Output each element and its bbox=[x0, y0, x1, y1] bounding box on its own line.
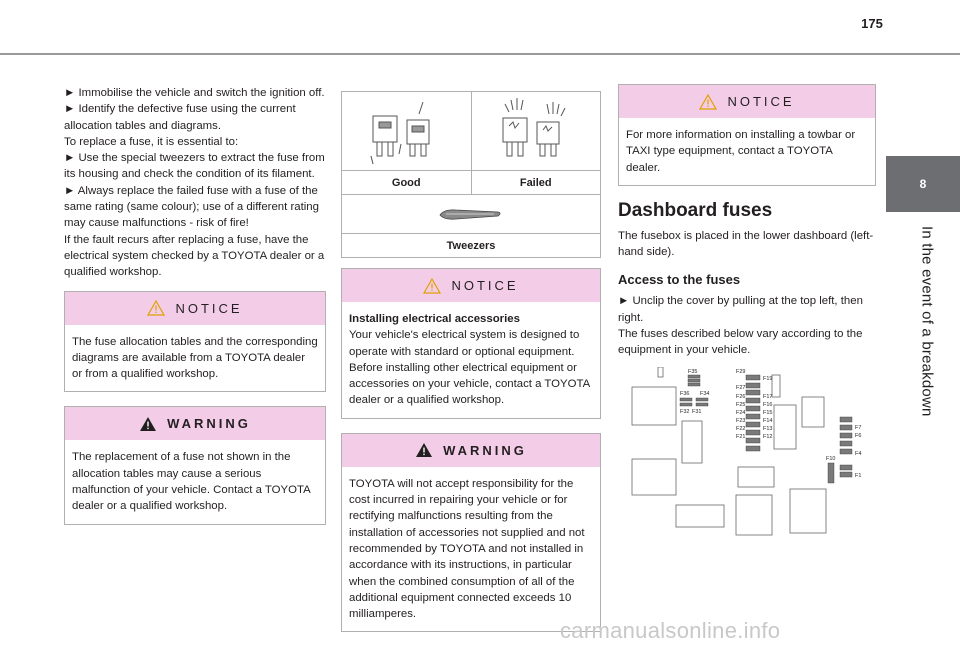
towbar-notice-text: For more information on installing a towbar or TAXI type equipment, contact a TOYOTA dealer. bbox=[626, 129, 856, 174]
label-f6: F6 bbox=[855, 432, 862, 439]
notice-heading: NOTICE bbox=[175, 300, 243, 316]
fuse-slot bbox=[828, 463, 834, 483]
label-f27: F27 bbox=[736, 384, 746, 391]
fuse-slot bbox=[688, 383, 700, 386]
accessories-notice-body bbox=[342, 302, 600, 418]
label-f29: F29 bbox=[736, 368, 746, 375]
fuse-slot bbox=[680, 403, 692, 406]
fuse-slot bbox=[746, 422, 760, 427]
fuse-slot bbox=[840, 433, 852, 438]
step-tweezers: ► Use the special tweezers to extract the fuse from its housing and check the condition of its filament. bbox=[64, 152, 325, 181]
intro-text bbox=[64, 85, 326, 281]
fuse-slot bbox=[746, 390, 760, 395]
warning-header bbox=[65, 407, 325, 440]
label-f13: F13 bbox=[763, 425, 773, 432]
column-2 bbox=[341, 91, 601, 632]
watermark: carmanualsonline.info bbox=[560, 618, 781, 643]
good-label: Good bbox=[342, 170, 471, 194]
label-f16: F16 bbox=[763, 401, 773, 408]
label-f12: F12 bbox=[763, 433, 773, 440]
responsibility-warning-text: TOYOTA will not accept responsibility for the cost incurred in repairing your vehicle or for rectifying malfunctions resulting from the installation of accessories not supplied and not recommended by TOYOTA and not installed in accordance with its instructions, in particular when the combined consumption of all of the additional equipment connected exceeds 10 milliamperes. bbox=[349, 477, 585, 621]
warning-box bbox=[64, 406, 326, 524]
failed-fuse-icon bbox=[491, 96, 581, 166]
caution-triangle-icon bbox=[147, 300, 165, 316]
access-text bbox=[618, 293, 876, 358]
fault-recurs-text: If the fault recurs after replacing a fuse, have the electrical system checked by a TOYOTA dealer or a qualified workshop. bbox=[64, 233, 325, 279]
fuse-slot bbox=[696, 398, 708, 401]
fuse-slot bbox=[680, 398, 692, 401]
label-f25: F25 bbox=[736, 401, 746, 408]
warning-text: The replacement of a fuse not shown in the allocation tables may cause a serious malfunction of your vehicle. Contact a TOYOTA dealer or a qualified workshop. bbox=[72, 451, 311, 513]
label-f1: F1 bbox=[855, 472, 862, 479]
caution-triangle-icon bbox=[699, 94, 717, 110]
replace-lead: To replace a fuse, it is essential to: bbox=[64, 135, 239, 148]
fuse-slot bbox=[840, 417, 852, 422]
notice-box bbox=[64, 291, 326, 393]
responsibility-warning-heading: WARNING bbox=[443, 442, 527, 458]
warning-heading: WARNING bbox=[167, 416, 251, 432]
fuse-condition-table bbox=[341, 91, 601, 258]
label-f35: F35 bbox=[688, 368, 698, 375]
label-f36: F36 bbox=[680, 390, 690, 397]
chapter-title: In the event of a breakdown bbox=[918, 225, 936, 417]
subsection-heading: Access to the fuses bbox=[618, 272, 741, 288]
warning-triangle-icon bbox=[415, 442, 433, 458]
fuse-slot bbox=[746, 383, 760, 388]
fuse-slot bbox=[746, 406, 760, 411]
fusebox-diagram-drawing bbox=[618, 367, 876, 537]
tweezers-icon bbox=[436, 203, 506, 225]
fuse-slot bbox=[840, 472, 852, 477]
fuse-slot bbox=[746, 398, 760, 403]
accessories-notice-title: Installing electrical accessories bbox=[349, 313, 520, 325]
towbar-notice-heading: NOTICE bbox=[727, 94, 795, 109]
fuse-slot bbox=[688, 379, 700, 382]
label-f7: F7 bbox=[855, 424, 862, 431]
label-f15: F15 bbox=[763, 409, 773, 416]
accessories-notice-header bbox=[342, 269, 600, 302]
fuse-slot bbox=[696, 403, 708, 406]
towbar-notice-box bbox=[618, 84, 876, 186]
good-fuse-icon bbox=[361, 96, 451, 166]
failed-label: Failed bbox=[472, 170, 601, 194]
label-f4: F4 bbox=[855, 450, 862, 457]
fuse-slot bbox=[746, 446, 760, 451]
label-f26: F26 bbox=[736, 393, 746, 400]
fuses-vary-text: The fuses described below vary according to the equipment in your vehicle. bbox=[618, 328, 863, 357]
section-heading: Dashboard fuses bbox=[618, 199, 773, 221]
notice-header bbox=[65, 292, 325, 325]
step-replace: ► Always replace the failed fuse with a fuse of the same rating (same colour); use of a different rating may cause malfunctions - risk of fire! bbox=[64, 184, 319, 230]
fusebox-diagram bbox=[618, 367, 876, 537]
warning-triangle-icon bbox=[139, 416, 157, 432]
fuse-slot bbox=[840, 425, 852, 430]
tweezers-row bbox=[342, 194, 600, 257]
fuse-slot bbox=[840, 449, 852, 454]
label-f34: F34 bbox=[700, 390, 710, 397]
notice-text: The fuse allocation tables and the corresponding diagrams are available from a TOYOTA dealer or from a qualified workshop. bbox=[72, 335, 318, 381]
label-f24: F24 bbox=[736, 409, 746, 416]
responsibility-warning-header bbox=[342, 434, 600, 467]
responsibility-warning-box bbox=[341, 433, 601, 633]
accessories-notice-heading: NOTICE bbox=[451, 278, 519, 293]
tweezers-label: Tweezers bbox=[342, 233, 600, 257]
step-identify: ► Identify the defective fuse using the current allocation tables and diagrams. bbox=[64, 103, 296, 132]
towbar-notice-header bbox=[619, 85, 875, 118]
fuse-slot bbox=[746, 438, 760, 443]
label-f22: F22 bbox=[736, 425, 746, 432]
step-immobilise: ► Immobilise the vehicle and switch the ignition off. bbox=[64, 87, 325, 99]
label-f19: F19 bbox=[763, 375, 773, 382]
good-fuse-illustration bbox=[361, 92, 451, 170]
label-f32: F32 bbox=[680, 408, 690, 415]
accessories-notice-text: Your vehicle's electrical system is designed to operate with standard or optional equipment. Before installing other electrical equipment or accessories on your vehicle, contact a TOYOTA dealer or a qualified workshop. bbox=[349, 329, 590, 407]
chapter-tab[interactable]: 8 bbox=[886, 156, 960, 212]
caution-triangle-icon bbox=[423, 278, 441, 294]
failed-fuse-cell bbox=[471, 92, 601, 194]
good-fuse-cell bbox=[342, 92, 471, 194]
page-number: 175 bbox=[861, 16, 883, 31]
label-f14: F14 bbox=[763, 417, 773, 424]
column-3 bbox=[618, 84, 876, 537]
accessories-notice-box bbox=[341, 268, 601, 419]
label-f21: F21 bbox=[736, 433, 746, 440]
label-f31: F31 bbox=[692, 408, 702, 415]
label-f23: F23 bbox=[736, 417, 746, 424]
fuse-slot bbox=[746, 375, 760, 380]
fuse-slot bbox=[746, 430, 760, 435]
header-rule bbox=[0, 53, 960, 55]
fuse-slot bbox=[840, 465, 852, 470]
fusebox-location-text: The fusebox is placed in the lower dashboard (left-hand side). bbox=[618, 229, 874, 259]
tweezers-illustration bbox=[342, 195, 600, 233]
fuse-slot bbox=[746, 414, 760, 419]
fuse-slot bbox=[840, 441, 852, 446]
fuse-slot bbox=[688, 375, 700, 378]
label-f17: F17 bbox=[763, 393, 773, 400]
step-unclip: ► Unclip the cover by pulling at the top left, then right. bbox=[618, 295, 863, 324]
failed-fuse-illustration bbox=[491, 92, 581, 170]
column-1 bbox=[64, 85, 326, 525]
label-f10: F10 bbox=[826, 455, 836, 462]
